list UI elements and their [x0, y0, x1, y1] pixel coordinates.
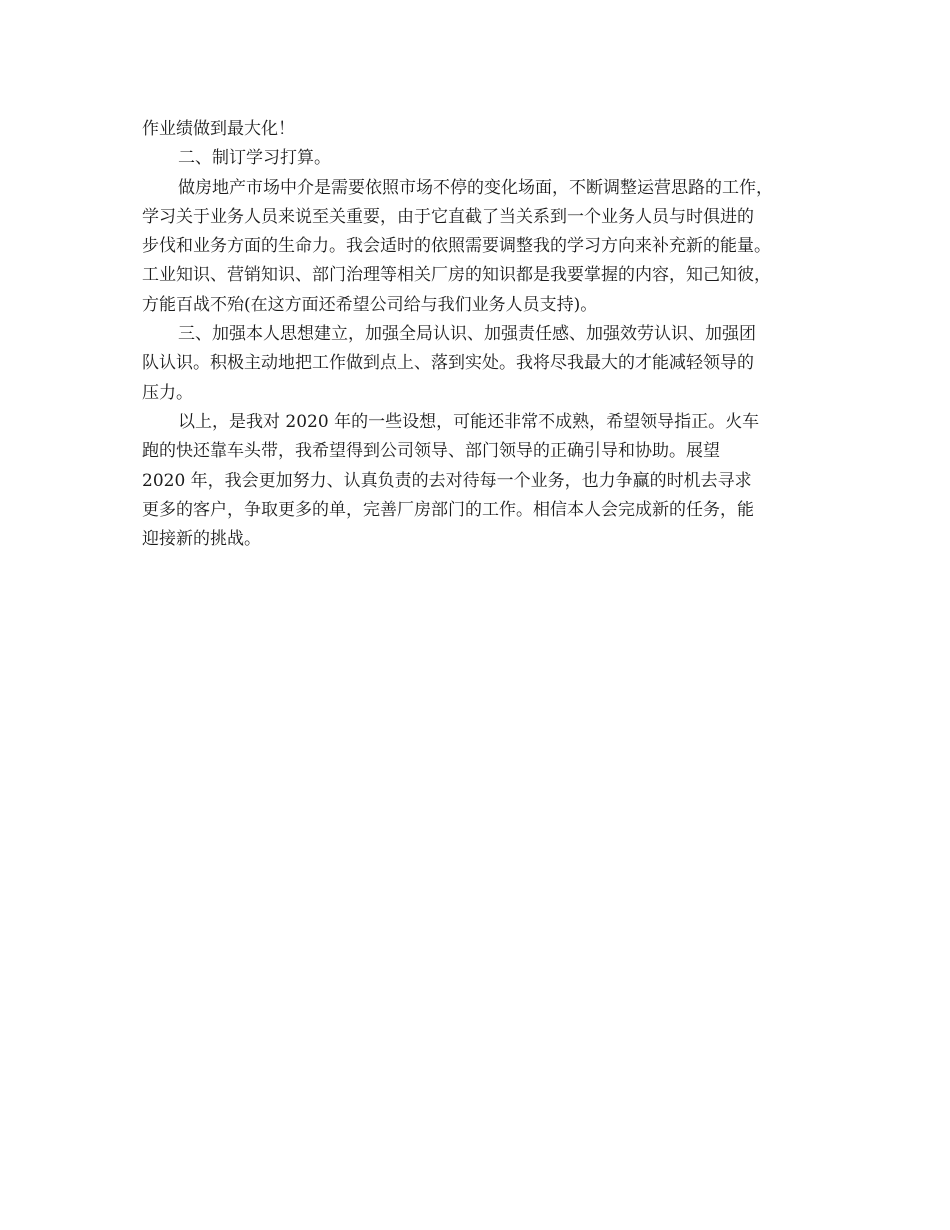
text-line: 压力。 [142, 382, 193, 403]
text-line: 跑的快还靠车头带，我希望得到公司领导、部门领导的正确引导和协助。展望 [142, 441, 720, 462]
text-line: 作业绩做到最大化！ [142, 119, 295, 139]
text-line: 迎接新的挑战。 [142, 529, 261, 550]
text-line: 学习关于业务人员来说至关重要，由于它直截了当关系到一个业务人员与时俱进的 [142, 206, 754, 227]
text-line: 更多的客户，争取更多的单，完善厂房部门的工作。相信本人会完成新的任务，能 [142, 499, 754, 520]
text-line: 队认识。积极主动地把工作做到点上、落到实处。我将尽我最大的才能减轻领导的 [142, 353, 754, 374]
text-line: 工业知识、营销知识、部门治理等相关厂房的知识都是我要掌握的内容，知己知彼， [142, 265, 771, 286]
text-line: 以上，是我对 2020 年的一些设想，可能还非常不成熟，希望领导指正。火车 [178, 411, 760, 432]
text-line: 做房地产市场中介是需要依照市场不停的变化场面，不断调整运营思路的工作， [178, 177, 773, 198]
text-line: 2020 年，我会更加努力、认真负责的去对待每一个业务，也力争赢的时机去寻求 [142, 470, 752, 491]
text-line: 步伐和业务方面的生命力。我会适时的依照需要调整我的学习方向来补充新的能量。 [142, 236, 771, 257]
text-line: 二、制订学习打算。 [178, 148, 331, 169]
text-line: 三、加强本人思想建立，加强全局认识、加强责任感、加强效劳认识、加强团 [178, 324, 756, 345]
text-line: 方能百战不殆(在这方面还希望公司给与我们业务人员支持)。 [142, 294, 598, 315]
document-body [142, 115, 812, 554]
